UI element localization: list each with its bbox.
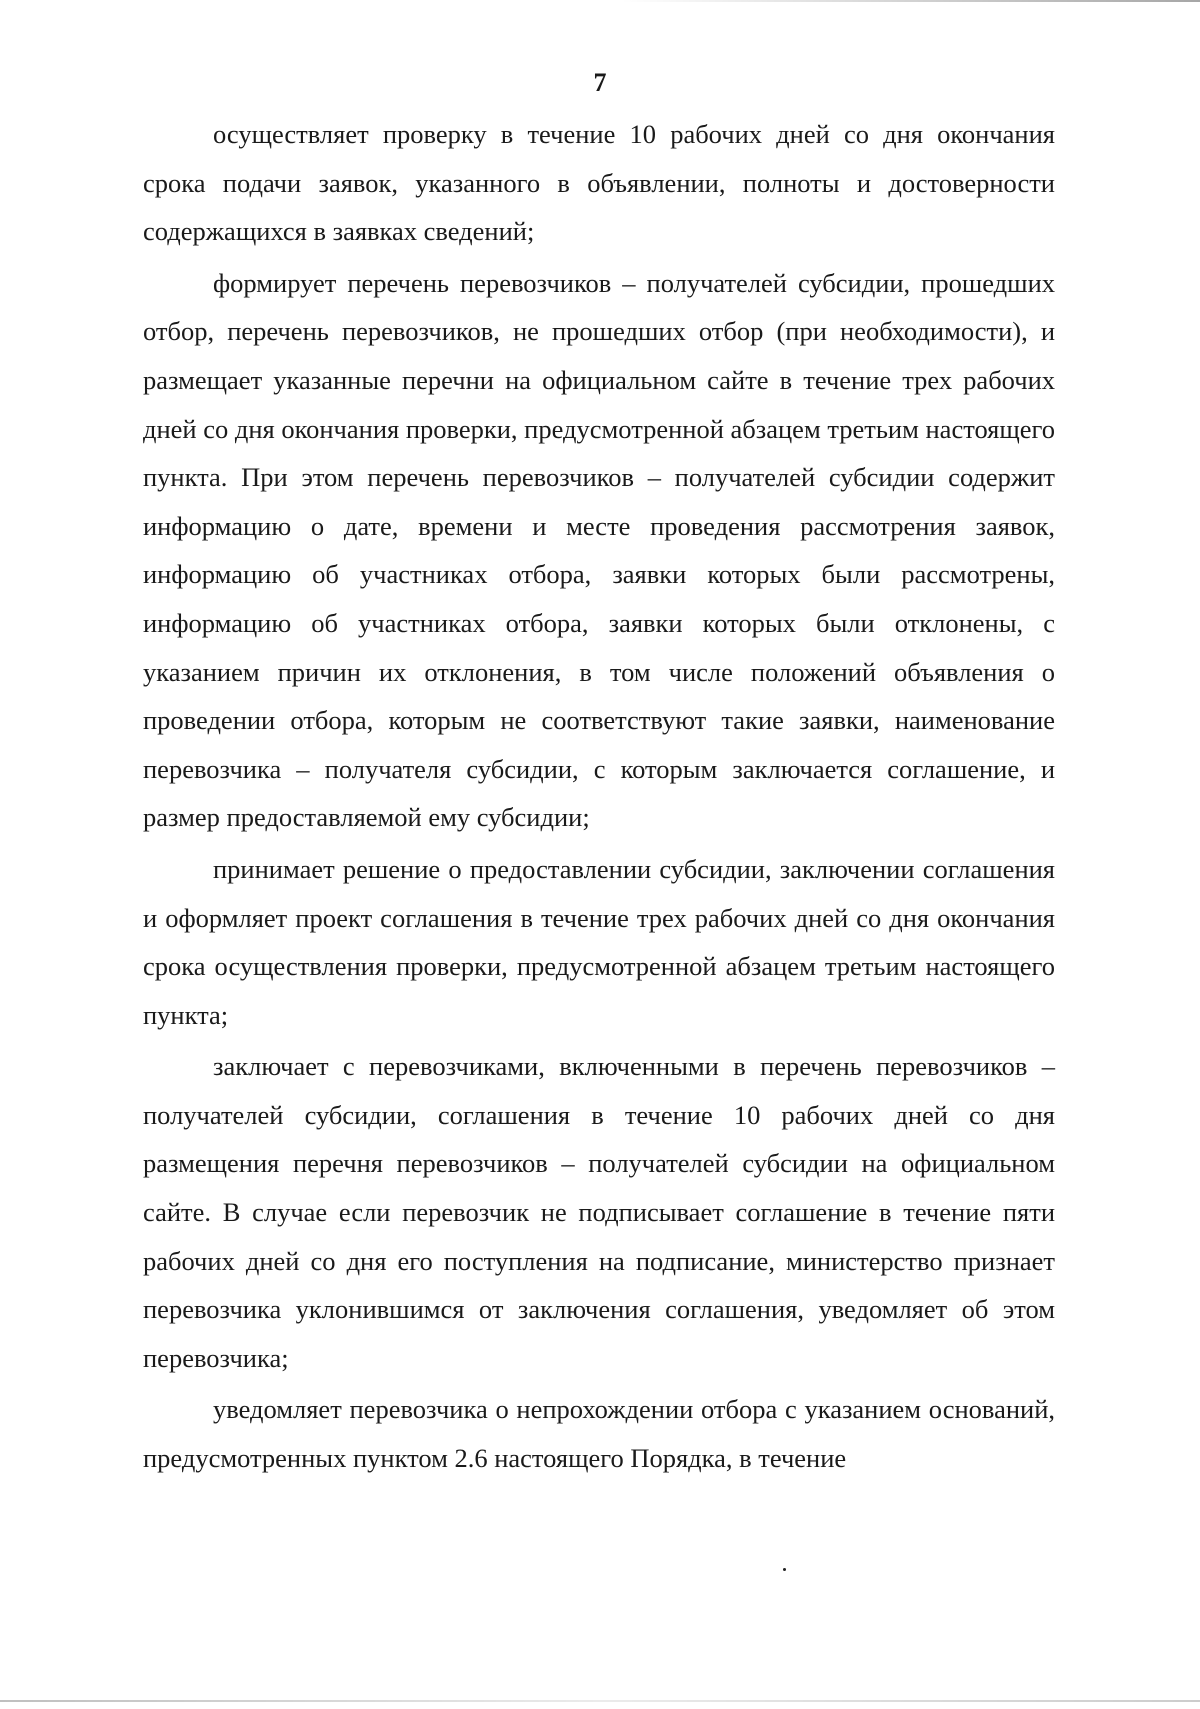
page-number: 7 — [593, 68, 607, 97]
paragraph-verification: осуществляет проверку в течение 10 рабочих дней со дня окончания срока подачи заявок, указанного в объявлении, полноты и достоверности содержащихся в заявках сведений; — [143, 119, 1055, 247]
paragraph-notification: уведомляет перевозчика о непрохождении отбора с указанием оснований, предусмотренных пунктом 2.6 настоящего Порядка, в течение — [143, 1394, 1055, 1474]
scan-edge-top — [620, 0, 1200, 2]
document-body — [143, 110, 1055, 1483]
paragraph-form-list: формирует перечень перевозчиков – получателей субсидии, прошедших отбор, перечень перевозчиков, не прошедших отбор (при необходимости), и размещает указанные перечни на официальном сайте в течение трех рабочих дней со дня окончания проверки, предусмотренной абзацем третьим настоящего пункта. При этом перечень перевозчиков – получателей субсидии содержит информацию о дате, времени и месте проведения рассмотрения заявок, информацию об участниках отбора, заявки которых были рассмотрены, информацию об участниках отбора, заявки которых были отклонены, с указанием причин их отклонения, в том числе положений объявления о проведении отбора, которым не соответствуют такие заявки, наименование перевозчика – получателя субсидии, с которым заключается соглашение, и размер предоставляемой ему субсидии; — [143, 267, 1055, 833]
scan-speck — [783, 1568, 786, 1571]
paragraph-agreement: заключает с перевозчиками, включенными в перечень перевозчиков – получателей субсидии, соглашения в течение 10 рабочих дней со дня размещения перечня перевозчиков – получателей субсидии на официальном сайте. В случае если перевозчик не подписывает соглашение в течение пяти рабочих дней со дня его поступления на подписание, министерство признает перевозчика уклонившимся от заключения соглашения, уведомляет об этом перевозчика; — [143, 1051, 1055, 1373]
paragraph-decision: принимает решение о предоставлении субсидии, заключении соглашения и оформляет проект соглашения в течение трех рабочих дней со дня окончания срока осуществления проверки, предусмотренной абзацем третьим настоящего пункта; — [143, 853, 1055, 1030]
scan-edge-bottom — [0, 1700, 1200, 1702]
